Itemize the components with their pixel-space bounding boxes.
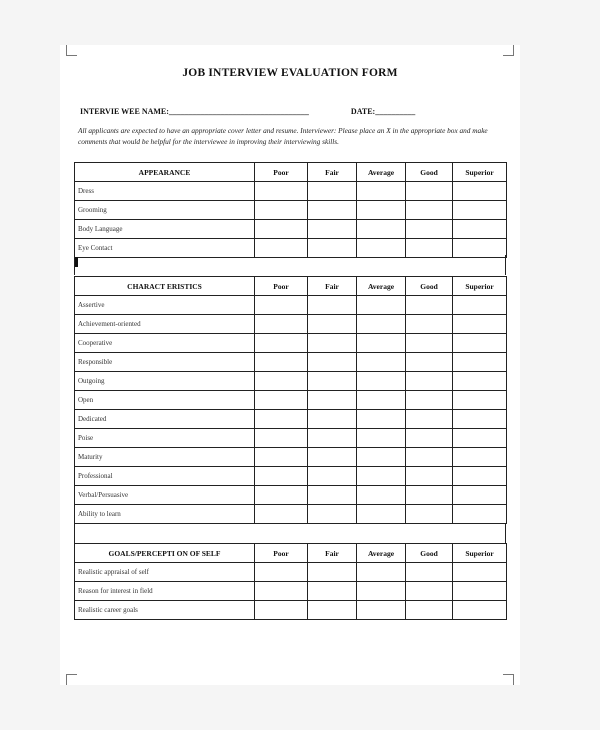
date-field[interactable]: __________ bbox=[375, 107, 416, 116]
rating-cell[interactable] bbox=[453, 505, 507, 524]
rating-cell[interactable] bbox=[255, 601, 308, 620]
rating-cell[interactable] bbox=[406, 391, 453, 410]
form-title: JOB INTERVIEW EVALUATION FORM bbox=[182, 67, 398, 79]
rating-cell[interactable] bbox=[255, 486, 308, 505]
rating-cell[interactable] bbox=[308, 315, 357, 334]
rating-cell[interactable] bbox=[453, 353, 507, 372]
rating-cell[interactable] bbox=[357, 372, 406, 391]
criterion-label: Grooming bbox=[75, 201, 255, 220]
rating-column-header: Good bbox=[406, 544, 453, 563]
rating-cell[interactable] bbox=[308, 220, 357, 239]
rating-cell[interactable] bbox=[453, 448, 507, 467]
crop-mark-bottom-right bbox=[503, 674, 514, 685]
table-row bbox=[75, 410, 507, 429]
rating-cell[interactable] bbox=[255, 448, 308, 467]
rating-column-header: Superior bbox=[453, 277, 507, 296]
rating-cell[interactable] bbox=[453, 429, 507, 448]
table-row bbox=[75, 353, 507, 372]
rating-cell[interactable] bbox=[308, 486, 357, 505]
section-header: GOALS/PERCEPTI ON OF SELF bbox=[75, 544, 255, 563]
goals-table bbox=[74, 543, 507, 620]
table-row bbox=[75, 563, 507, 582]
table-row bbox=[75, 315, 507, 334]
rating-cell[interactable] bbox=[255, 182, 308, 201]
rating-cell[interactable] bbox=[406, 448, 453, 467]
rating-cell[interactable] bbox=[357, 505, 406, 524]
rating-cell[interactable] bbox=[357, 220, 406, 239]
rating-cell[interactable] bbox=[255, 296, 308, 315]
rating-cell[interactable] bbox=[357, 182, 406, 201]
rating-cell[interactable] bbox=[308, 334, 357, 353]
rating-cell[interactable] bbox=[453, 391, 507, 410]
criterion-label: Open bbox=[75, 391, 255, 410]
rating-cell[interactable] bbox=[357, 467, 406, 486]
criterion-label: Body Language bbox=[75, 220, 255, 239]
rating-cell[interactable] bbox=[453, 601, 507, 620]
rating-cell[interactable] bbox=[255, 334, 308, 353]
criterion-label: Dress bbox=[75, 182, 255, 201]
rating-cell[interactable] bbox=[406, 315, 453, 334]
rating-cell[interactable] bbox=[308, 372, 357, 391]
rating-cell[interactable] bbox=[255, 410, 308, 429]
rating-cell[interactable] bbox=[255, 582, 308, 601]
table-row bbox=[75, 372, 507, 391]
rating-cell[interactable] bbox=[255, 315, 308, 334]
rating-column-header: Good bbox=[406, 163, 453, 182]
table-row bbox=[75, 582, 507, 601]
rating-cell[interactable] bbox=[406, 410, 453, 429]
rating-column-header: Average bbox=[357, 544, 406, 563]
criterion-label: Realistic appraisal of self bbox=[75, 563, 255, 582]
rating-cell[interactable] bbox=[308, 448, 357, 467]
header-row bbox=[75, 544, 507, 563]
rating-column-header: Poor bbox=[255, 163, 308, 182]
rating-cell[interactable] bbox=[357, 334, 406, 353]
criterion-label: Assertive bbox=[75, 296, 255, 315]
rating-column-header: Good bbox=[406, 277, 453, 296]
rating-column-header: Fair bbox=[308, 163, 357, 182]
rating-column-header: Superior bbox=[453, 163, 507, 182]
rating-cell[interactable] bbox=[308, 353, 357, 372]
rating-cell[interactable] bbox=[255, 429, 308, 448]
rating-cell[interactable] bbox=[453, 486, 507, 505]
rating-cell[interactable] bbox=[453, 410, 507, 429]
table-row bbox=[75, 182, 507, 201]
interviewee-line bbox=[80, 107, 415, 116]
rating-cell[interactable] bbox=[453, 372, 507, 391]
rating-cell[interactable] bbox=[406, 334, 453, 353]
crop-mark-bottom-left bbox=[66, 674, 77, 685]
rating-cell[interactable] bbox=[357, 201, 406, 220]
rating-cell[interactable] bbox=[308, 467, 357, 486]
rating-cell[interactable] bbox=[308, 410, 357, 429]
rating-cell[interactable] bbox=[453, 220, 507, 239]
rating-cell[interactable] bbox=[406, 353, 453, 372]
date-label: DATE: bbox=[350, 107, 376, 116]
rating-cell[interactable] bbox=[357, 296, 406, 315]
rating-cell[interactable] bbox=[453, 296, 507, 315]
table-row bbox=[75, 201, 507, 220]
table-row bbox=[75, 467, 507, 486]
rating-cell[interactable] bbox=[255, 391, 308, 410]
table-row bbox=[75, 429, 507, 448]
rating-cell[interactable] bbox=[255, 563, 308, 582]
rating-cell[interactable] bbox=[308, 505, 357, 524]
rating-cell[interactable] bbox=[453, 315, 507, 334]
rating-cell[interactable] bbox=[255, 220, 308, 239]
rating-cell[interactable] bbox=[406, 429, 453, 448]
criterion-label: Outgoing bbox=[75, 372, 255, 391]
criterion-label: Poise bbox=[75, 429, 255, 448]
criterion-label: Achievement-oriented bbox=[75, 315, 255, 334]
table-row bbox=[75, 486, 507, 505]
rating-cell[interactable] bbox=[453, 563, 507, 582]
rating-cell[interactable] bbox=[255, 505, 308, 524]
rating-cell[interactable] bbox=[357, 391, 406, 410]
rating-cell[interactable] bbox=[308, 582, 357, 601]
table-row bbox=[75, 391, 507, 410]
rating-cell[interactable] bbox=[357, 563, 406, 582]
rating-cell[interactable] bbox=[308, 563, 357, 582]
criterion-label: Realistic career goals bbox=[75, 601, 255, 620]
rating-cell[interactable] bbox=[406, 296, 453, 315]
rating-column-header: Superior bbox=[453, 544, 507, 563]
rating-cell[interactable] bbox=[255, 201, 308, 220]
rating-column-header: Fair bbox=[308, 277, 357, 296]
rating-cell[interactable] bbox=[453, 201, 507, 220]
rating-cell[interactable] bbox=[406, 182, 453, 201]
rating-cell[interactable] bbox=[453, 467, 507, 486]
rating-cell[interactable] bbox=[308, 296, 357, 315]
criterion-label: Reason for interest in field bbox=[75, 582, 255, 601]
table-row bbox=[75, 334, 507, 353]
rating-cell[interactable] bbox=[255, 372, 308, 391]
paragraph-marker bbox=[75, 257, 78, 267]
rating-column-header: Fair bbox=[308, 544, 357, 563]
criterion-label: Dedicated bbox=[75, 410, 255, 429]
rating-cell[interactable] bbox=[308, 601, 357, 620]
table-row bbox=[75, 220, 507, 239]
rating-cell[interactable] bbox=[406, 372, 453, 391]
rating-column-header: Average bbox=[357, 277, 406, 296]
table-row bbox=[75, 448, 507, 467]
rating-cell[interactable] bbox=[453, 334, 507, 353]
rating-cell[interactable] bbox=[357, 601, 406, 620]
section-header: CHARACT ERISTICS bbox=[75, 277, 255, 296]
rating-cell[interactable] bbox=[406, 563, 453, 582]
rating-cell[interactable] bbox=[357, 410, 406, 429]
criterion-label: Professional bbox=[75, 467, 255, 486]
rating-column-header: Poor bbox=[255, 544, 308, 563]
criterion-label: Cooperative bbox=[75, 334, 255, 353]
rating-cell[interactable] bbox=[357, 353, 406, 372]
interviewee-name-field[interactable]: ___________________________________ bbox=[168, 107, 309, 116]
criterion-label: Responsible bbox=[75, 353, 255, 372]
rating-cell[interactable] bbox=[406, 220, 453, 239]
characteristics-table bbox=[74, 276, 507, 524]
rating-cell[interactable] bbox=[453, 182, 507, 201]
rating-cell[interactable] bbox=[308, 429, 357, 448]
rating-cell[interactable] bbox=[406, 601, 453, 620]
section-spacer bbox=[74, 523, 506, 543]
table-row bbox=[75, 601, 507, 620]
table-row bbox=[75, 505, 507, 524]
appearance-table bbox=[74, 162, 507, 258]
rating-cell[interactable] bbox=[406, 201, 453, 220]
section-spacer bbox=[74, 255, 506, 275]
table-row bbox=[75, 296, 507, 315]
rating-cell[interactable] bbox=[308, 182, 357, 201]
rating-cell[interactable] bbox=[308, 201, 357, 220]
criterion-label: Verbal/Persuasive bbox=[75, 486, 255, 505]
header-row bbox=[75, 277, 507, 296]
rating-cell[interactable] bbox=[357, 429, 406, 448]
rating-cell[interactable] bbox=[406, 505, 453, 524]
rating-cell[interactable] bbox=[406, 467, 453, 486]
rating-column-header: Poor bbox=[255, 277, 308, 296]
rating-cell[interactable] bbox=[308, 391, 357, 410]
rating-column-header: Average bbox=[357, 163, 406, 182]
rating-cell[interactable] bbox=[357, 582, 406, 601]
rating-cell[interactable] bbox=[255, 353, 308, 372]
crop-mark-top-right bbox=[503, 45, 514, 56]
interviewee-label: INTERVIE WEE NAME: bbox=[80, 107, 169, 116]
rating-cell[interactable] bbox=[357, 448, 406, 467]
rating-cell[interactable] bbox=[357, 486, 406, 505]
rating-cell[interactable] bbox=[453, 582, 507, 601]
section-header: APPEARANCE bbox=[75, 163, 255, 182]
crop-mark-top-left bbox=[66, 45, 77, 56]
header-row bbox=[75, 163, 507, 182]
rating-cell[interactable] bbox=[255, 467, 308, 486]
criterion-label: Ability to learn bbox=[75, 505, 255, 524]
rating-cell[interactable] bbox=[406, 582, 453, 601]
rating-cell[interactable] bbox=[406, 486, 453, 505]
document-page bbox=[60, 45, 520, 685]
rating-cell[interactable] bbox=[357, 315, 406, 334]
criterion-label: Eye Contact bbox=[75, 239, 255, 258]
instructions-text: All applicants are expected to have an appropriate cover letter and resume. Interviewer: Please place an X in the appropriate box and make comments that would be helpful for the interviewee in improving their interviewing skills. bbox=[78, 126, 488, 146]
criterion-label: Maturity bbox=[75, 448, 255, 467]
